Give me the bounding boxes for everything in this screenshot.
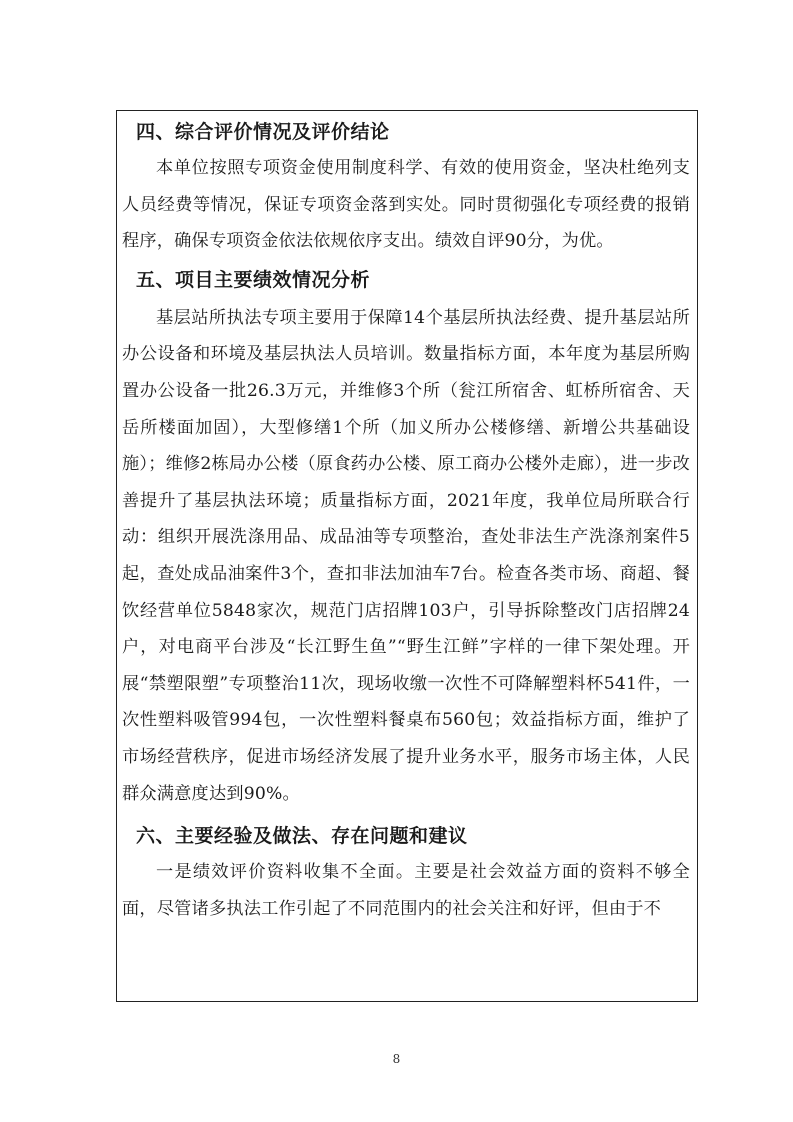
section-paragraph-evaluation-conclusion: 本单位按照专项资金使用制度科学、有效的使用资金，坚决杜绝列支人员经费等情况，保证专项资金落到实处。同时贯彻强化专项经费的报销程序，确保专项资金依法依规依序支出。绩效自评90分，为优。 <box>122 158 690 252</box>
page-number: 8 <box>392 1052 401 1066</box>
section-paragraph-performance-analysis: 基层站所执法专项主要用于保障14个基层所执法经费、提升基层站所办公设备和环境及基层执法人员培训。数量指标方面，本年度为基层所购置办公设备一批26.3万元，并维修3个所（瓮江所宿舍、虹桥所宿舍、天岳所楼面加固），大型修缮1个所（加义所办公楼修缮、新增公共基础设施）；维修2栋局办公楼（原食药办公楼、原工商办公楼外走廊），进一步改善提升了基层执法环境；质量指标方面，2021年度，我单位局所联合行动：组织开展洗涤用品、成品油等专项整治，查处非法生产洗涤剂案件5起，查处成品油案件3个，查扣非法加油车7台。检查各类市场、商超、餐饮经营单位5848家次，规范门店招牌103户，引导拆除整改门店招牌24户，对电商平台涉及“长江野生鱼”“野生江鲜”字样的一律下架处理。开展“禁塑限塑”专项整治11次，现场收缴一次性不可降解塑料杯541件，一次性塑料吸管994包，一次性塑料餐桌布560包；效益指标方面，维护了市场经营秩序，促进市场经济发展了提升业务水平，服务市场主体，人民群众满意度达到90%。 <box>122 307 690 804</box>
document-body <box>118 114 694 927</box>
section-heading-performance-analysis: 五、项目主要绩效情况分析 <box>136 268 371 291</box>
section-heading-evaluation-conclusion: 四、综合评价情况及评价结论 <box>136 121 390 143</box>
section-heading-experience-issues-suggestions: 六、主要经验及做法、存在问题和建议 <box>136 825 468 848</box>
section-paragraph-experience-issues-suggestions: 一是绩效评价资料收集不全面。主要是社会效益方面的资料不够全面，尽管诸多执法工作引起了不同范围内的社会关注和好评，但由于不 <box>122 862 690 919</box>
